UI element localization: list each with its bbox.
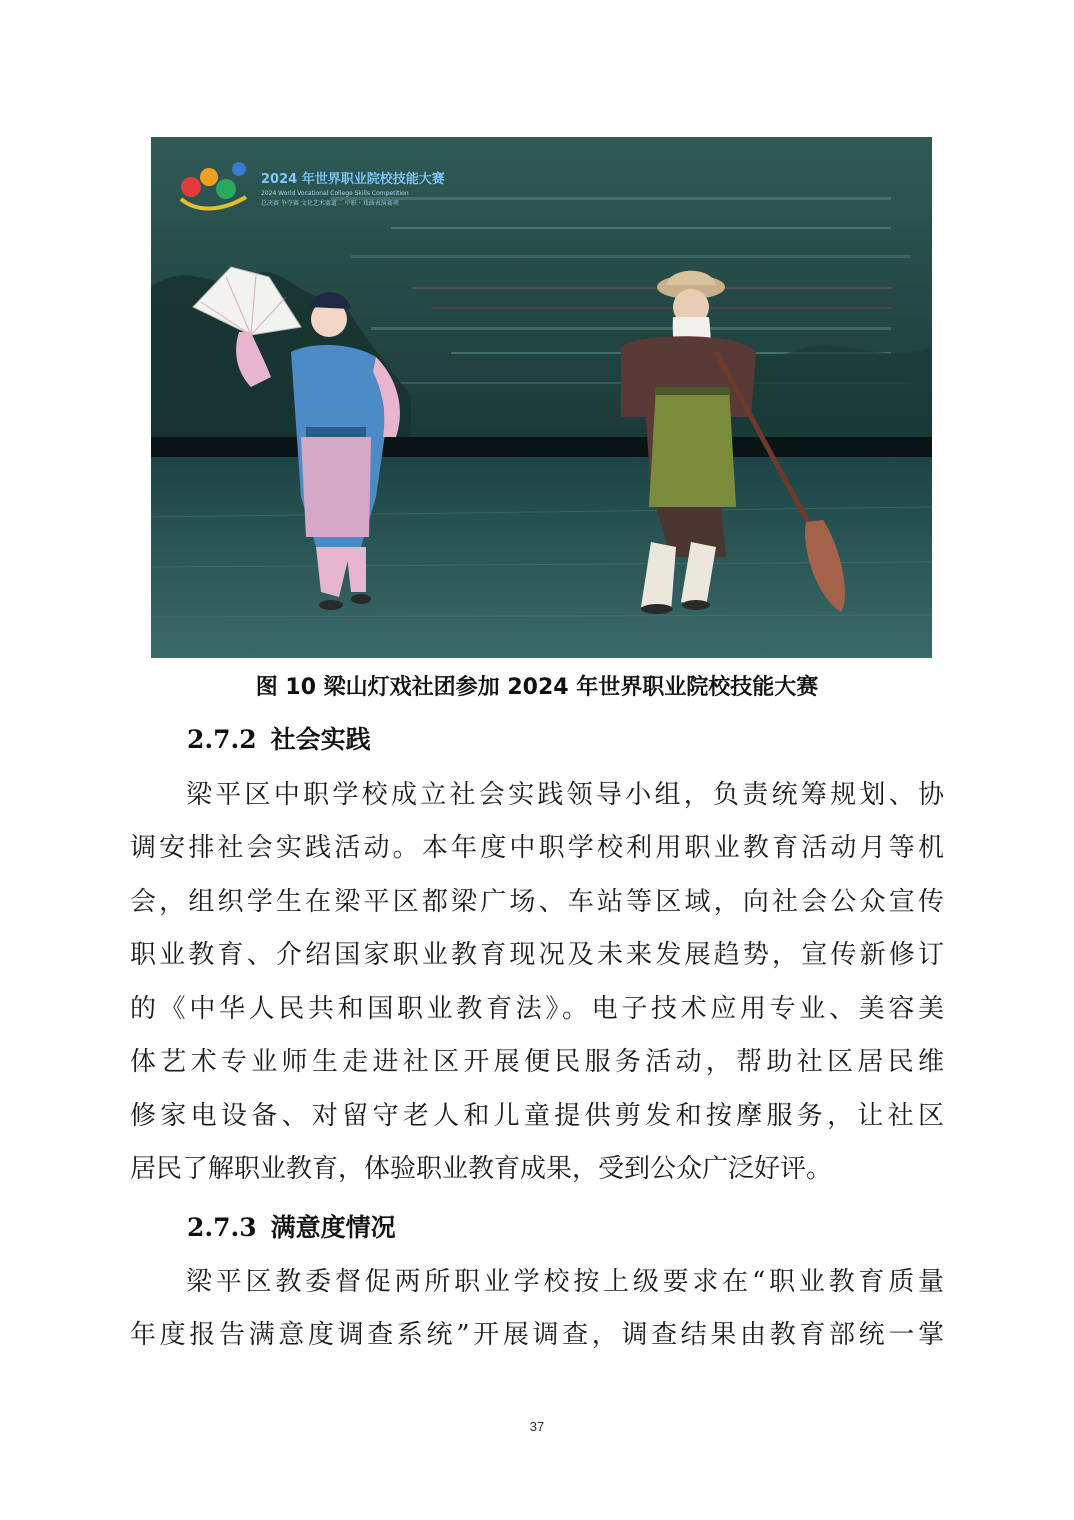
paragraph-line: 调安排社会实践活动。本年度中职学校利用职业教育活动月等机 (130, 833, 944, 863)
paragraph-line: 体艺术专业师生走进社区开展便民服务活动，帮助社区居民维 (130, 1047, 944, 1077)
banner-title: 2024 年世界职业院校技能大赛 (261, 172, 445, 187)
section-heading-2-7-3 (187, 1208, 396, 1244)
section-number: 2.7.3 (187, 1213, 257, 1242)
section-heading-2-7-2 (187, 720, 371, 756)
section-title: 满意度情况 (270, 1213, 396, 1242)
banner-subtitle: 2024 World Vocational College Skills Competition (261, 190, 409, 197)
section-title: 社会实践 (270, 725, 371, 754)
paragraph-line: 年度报告满意度调查系统”开展调查，调查结果由教育部统一掌 (130, 1320, 944, 1350)
page-number: 37 (529, 1419, 545, 1434)
paragraph-line: 梁平区教委督促两所职业学校按上级要求在“职业教育质量 (186, 1267, 944, 1297)
stage-performance-photo (151, 137, 932, 658)
paragraph-line: 修家电设备、对留守老人和儿童提供剪发和按摩服务，让社区 (130, 1101, 944, 1131)
paragraph-line: 职业教育、介绍国家职业教育现况及未来发展趋势，宣传新修订 (130, 940, 944, 970)
paragraph-line: 会，组织学生在梁平区都梁广场、车站等区域，向社会公众宣传 (130, 887, 944, 917)
paragraph-line: 居民了解职业教育，体验职业教育成果，受到公众广泛好评。 (130, 1154, 833, 1184)
paragraph-line: 梁平区中职学校成立社会实践领导小组，负责统筹规划、协 (186, 780, 944, 810)
paragraph-line: 的《中华人民共和国职业教育法》。电子技术应用专业、美容美 (130, 994, 944, 1024)
banner-line-3: 总决赛 争夺赛 文化艺术赛道二 中职・戏曲表演赛项 (261, 200, 399, 207)
figure-caption: 图 10 梁山灯戏社团参加 2024 年世界职业院校技能大赛 (255, 675, 819, 700)
section-number: 2.7.2 (187, 725, 257, 754)
